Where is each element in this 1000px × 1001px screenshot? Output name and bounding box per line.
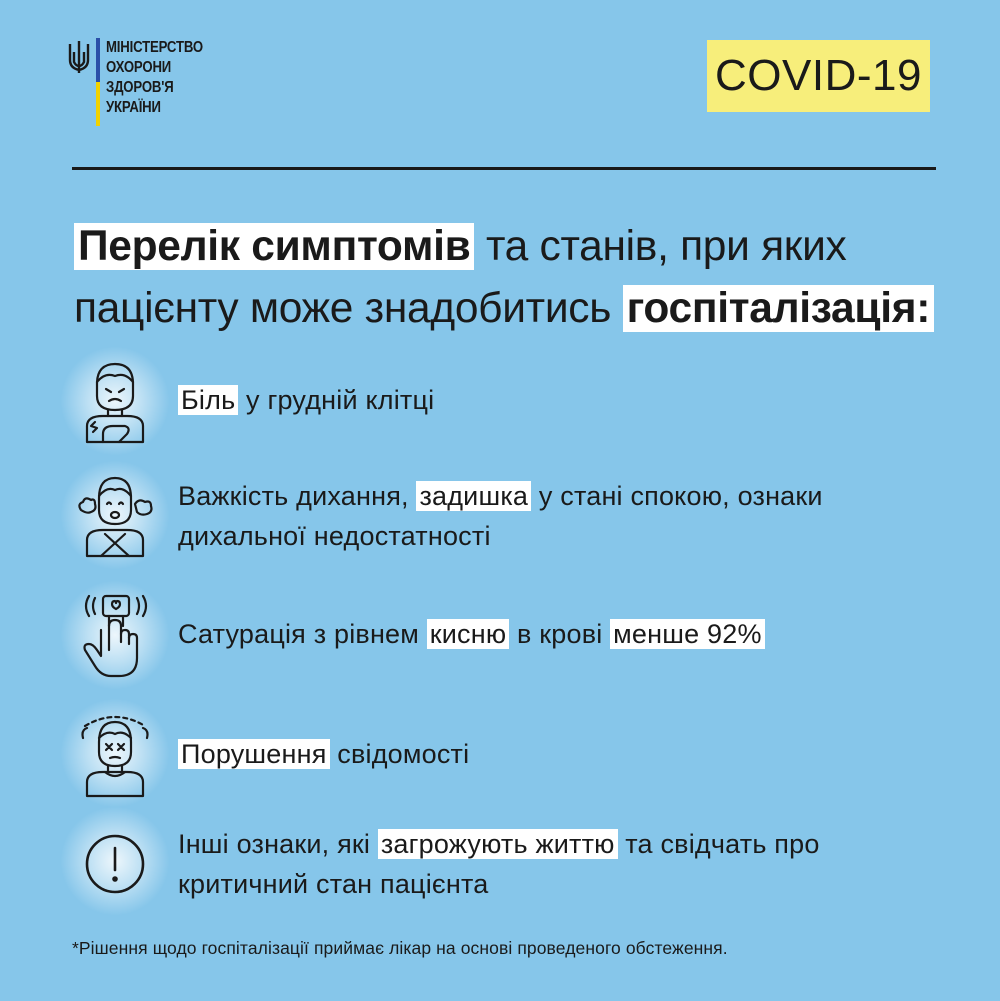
ministry-name-line: УКРАЇНИ [106,99,161,116]
ministry-name-line: ОХОРОНИ [106,59,172,76]
highlight: Біль [178,385,238,415]
pulse-oximeter-icon [75,590,155,680]
dizzy-person-icon [75,708,155,798]
symptom-item [60,698,960,818]
text: критичний стан пацієнта [178,869,489,899]
text: Інші ознаки, які [178,829,378,859]
text: Важкість дихання, [178,481,417,511]
title-text: та станів, при яких [474,223,847,270]
page-title [74,216,944,340]
highlight: Порушення [178,739,330,769]
text: Сатурація з рівнем [178,619,427,649]
highlight: кисню [427,619,510,649]
text: у стані спокою, ознаки [531,481,823,511]
symptom-item [60,580,960,700]
symptom-text [178,476,823,556]
symptom-text [178,614,765,654]
ministry-name-line: МІНІСТЕРСТВО [106,39,203,56]
header-divider [72,167,936,170]
trident-icon [66,40,92,74]
highlight: менше 92% [610,619,765,649]
ministry-name [106,38,203,118]
title-highlight: госпіталізація: [623,285,935,332]
symptom-item [60,806,960,926]
ministry-logo [66,38,220,126]
highlight: задишка [416,481,531,511]
text: у грудній клітці [238,385,435,415]
text: та свідчать про [617,829,820,859]
title-highlight: Перелік симптомів [74,223,474,270]
symptom-text [178,734,469,774]
footnote: *Рішення щодо госпіталізації приймає лікар на основі проведеного обстеження. [72,938,728,958]
breathing-difficulty-icon [75,470,155,560]
symptom-text [178,380,434,420]
highlight: загрожують життю [378,829,618,859]
symptom-item [60,460,960,580]
warning-exclamation-icon [75,816,155,906]
text: свідомості [329,739,470,769]
covid-badge: COVID-19 [707,40,930,112]
chest-pain-icon [75,356,155,446]
ministry-name-line: ЗДОРОВ'Я [106,79,174,96]
text: дихальної недостатності [178,521,491,551]
symptom-item [60,346,960,466]
symptom-text [178,824,820,904]
text: в крові [509,619,611,649]
logo-divider [96,38,100,126]
title-text: пацієнту може знадобитись [74,285,623,332]
